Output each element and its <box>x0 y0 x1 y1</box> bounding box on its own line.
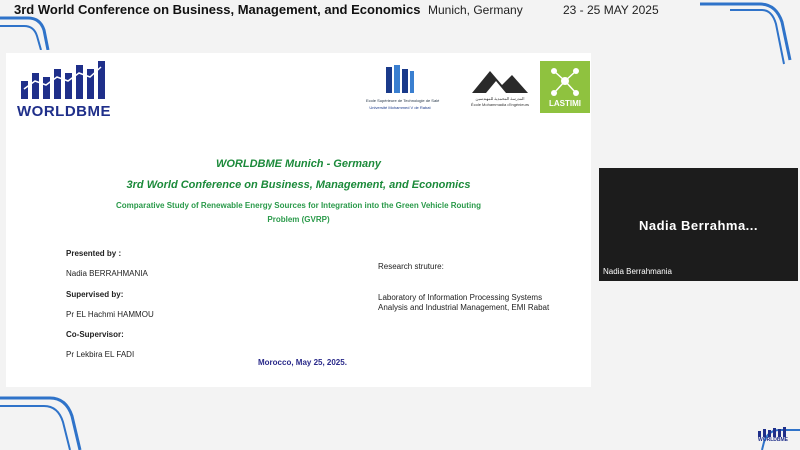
presentation-slide <box>6 53 591 387</box>
emi-mountain-icon <box>472 65 528 95</box>
bottom-left-decoration <box>0 392 110 450</box>
conference-location: Munich, Germany <box>428 3 523 17</box>
est-name: Ecole Supérieure de Technologie de Salé <box>366 98 440 103</box>
conference-title: 3rd World Conference on Business, Management, and Economics <box>14 2 421 17</box>
presented-by-label: Presented by : <box>66 249 122 258</box>
research-structure-label: Research struture: <box>378 262 444 271</box>
network-nodes-icon <box>548 65 582 97</box>
bar-chart-logo-icon <box>15 59 113 103</box>
paper-title-line2: Problem (GVRP) <box>267 215 330 224</box>
presentation-date: Morocco, May 25, 2025. <box>258 358 347 367</box>
research-lab-line1: Laboratory of Information Processing Systems <box>378 293 543 302</box>
est-university: Université Mohammed V de Rabat <box>369 105 431 110</box>
co-supervisor-label: Co-Supervisor: <box>66 330 124 339</box>
presenter-name: Nadia BERRAHMANIA <box>66 269 148 278</box>
slide-title-conference: 3rd World Conference on Business, Management, and Economics <box>126 179 471 191</box>
est-sale-logo <box>366 63 440 113</box>
supervisor-name: Pr EL Hachmi HAMMOU <box>66 310 154 319</box>
conference-header <box>0 0 800 22</box>
participant-display-name: Nadia Berrahma... <box>638 218 759 233</box>
participant-video-tile[interactable] <box>599 168 798 281</box>
watermark-text: WORLDBME <box>758 437 788 443</box>
worldbme-watermark <box>756 426 790 444</box>
participant-name-label: Nadia Berrahmania <box>603 267 672 276</box>
emi-arabic-name: المدرسة المحمدية للمهندسين <box>475 96 525 101</box>
slide-title-munich: WORLDBME Munich - Germany <box>215 158 381 170</box>
conference-dates: 23 - 25 MAY 2025 <box>563 3 659 17</box>
mini-bar-logo-icon <box>756 426 790 437</box>
worldbme-logo <box>15 59 113 121</box>
emi-logo <box>468 65 532 111</box>
worldbme-logo-text: WORLDBME <box>17 103 111 120</box>
lastimi-logo <box>540 61 590 113</box>
co-supervisor-name: Pr Lekbira EL FADI <box>66 350 135 359</box>
research-lab-line2: Analysis and Industrial Management, EMI Rabat <box>378 303 550 312</box>
emi-latin-name: École Mohammadia d'Ingénieurs <box>470 102 530 107</box>
est-emblem-icon <box>384 63 416 97</box>
top-right-decoration <box>690 0 800 70</box>
paper-title-line1: Comparative Study of Renewable Energy Sources for Integration into the Green Vehicle Routing <box>116 201 481 210</box>
lastimi-text: LASTIMI <box>549 99 581 108</box>
supervised-by-label: Supervised by: <box>66 290 124 299</box>
top-left-decoration <box>0 0 70 50</box>
